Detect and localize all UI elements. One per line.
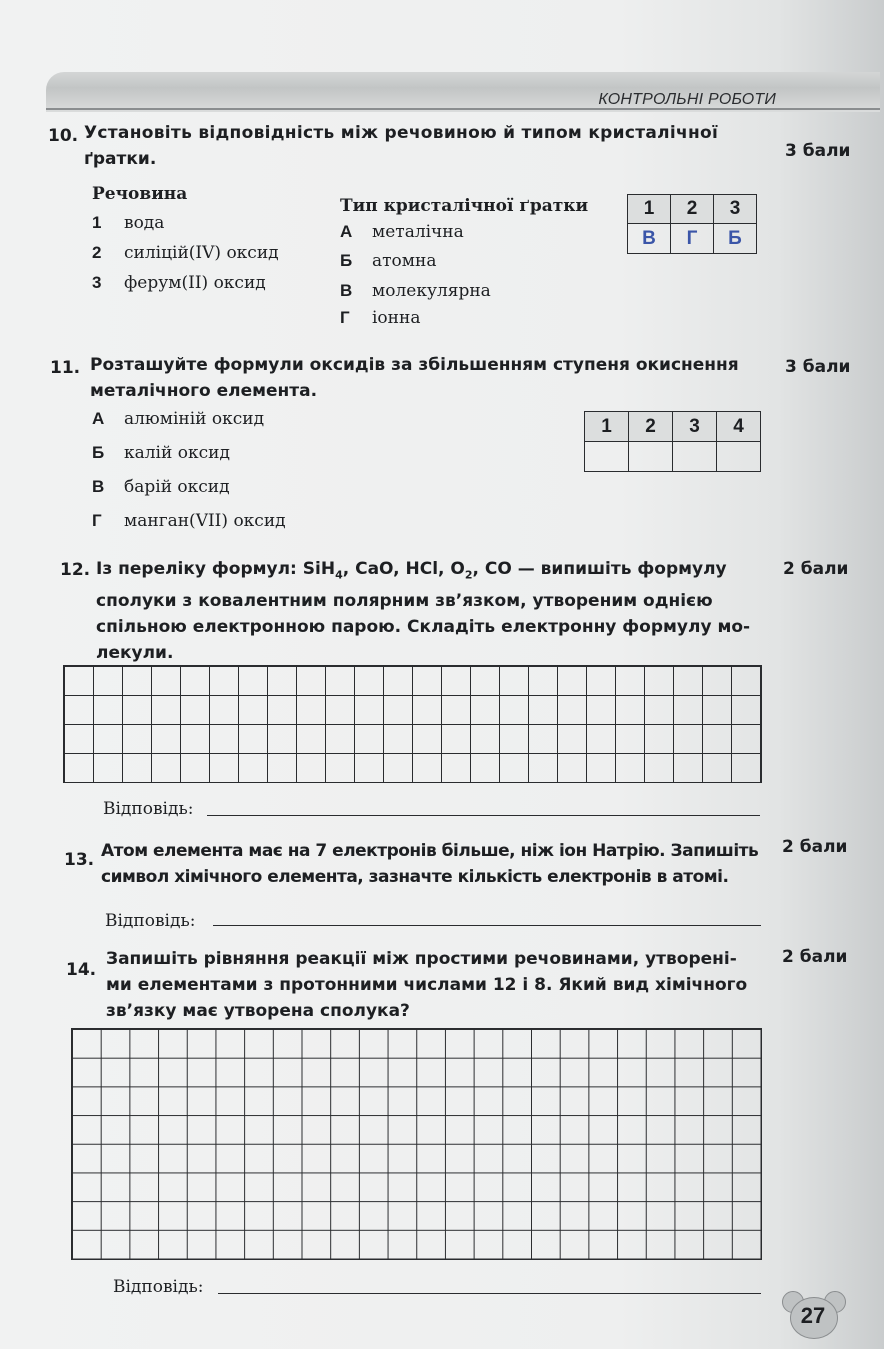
answer-header-cell: 2 [671, 195, 714, 224]
item-label: барій оксид [124, 477, 230, 497]
q12-text-mid: , CO — випишіть формулу [472, 559, 727, 579]
q10-text-line2: ґратки. [84, 149, 157, 169]
q11-number: 11. [50, 358, 81, 378]
q11-text-line2: металічного елемента. [90, 381, 318, 401]
substance-column-header: Речовина [92, 184, 188, 204]
item-label: ферум(II) оксид [124, 273, 266, 293]
item-label: калій оксид [124, 443, 230, 463]
q12-number: 12. [60, 560, 91, 580]
answer-cell[interactable] [717, 442, 761, 472]
q14-number: 14. [66, 960, 97, 980]
page-number-badge [790, 1297, 832, 1337]
item-key: Г [340, 308, 350, 327]
q13-answer-line[interactable] [213, 925, 761, 926]
q10-text [84, 120, 774, 172]
lattice-type-item [340, 251, 436, 271]
item-key: А [340, 222, 353, 241]
item-label: алюміній оксид [124, 409, 265, 429]
answer-cell[interactable] [585, 442, 629, 472]
substance-item [92, 213, 164, 233]
q11-answer-table [584, 411, 761, 472]
answer-header-cell: 2 [629, 412, 673, 442]
q11-text-line1: Розташуйте формули оксидів за збільшенням ступеня окиснення [90, 355, 739, 375]
answer-header-cell: 1 [585, 412, 629, 442]
item-key: Б [340, 251, 353, 270]
q13-text [101, 838, 781, 890]
item-label: силіцій(IV) оксид [124, 243, 279, 263]
q14-text [106, 946, 776, 1024]
item-key: В [92, 477, 105, 496]
answer-cell[interactable]: Г [671, 224, 714, 254]
q12-text-line3: спільною електронною парою. Складіть електронну формулу мо- [96, 617, 751, 638]
q12-text-prefix: Із переліку формул: SiH [96, 559, 336, 579]
item-label: металічна [372, 222, 464, 242]
q14-text-line2: ми елементами з протонними числами 12 і 8. Який вид хімічного [106, 975, 748, 995]
q10-number: 10. [48, 126, 79, 146]
substance-item [92, 273, 266, 293]
q13-answer-label: Відповідь: [105, 911, 196, 931]
lattice-type-item [340, 308, 420, 328]
item-key: Б [92, 443, 105, 462]
q14-answer-line[interactable] [218, 1293, 761, 1294]
lattice-type-item [340, 281, 491, 301]
q14-working-grid[interactable] [71, 1028, 762, 1260]
item-label: молекулярна [372, 281, 491, 301]
q12-text-line2: сполуки з ковалентним полярним зв’язком, утвореним однією [96, 591, 713, 612]
item-key: 3 [92, 273, 102, 292]
q14-answer-label: Відповідь: [113, 1277, 204, 1297]
q12-answer-line[interactable] [207, 815, 760, 816]
item-key: 1 [92, 213, 102, 232]
item-label: атомна [372, 251, 437, 271]
q12-points: 2 бали [783, 559, 849, 579]
page-number: 27 [800, 1303, 826, 1328]
q12-text-line4: лекули. [96, 643, 174, 664]
answer-header-cell: 4 [717, 412, 761, 442]
answer-header-cell: 3 [714, 195, 757, 224]
q12-text-line1 [96, 556, 776, 588]
oxide-option [92, 443, 230, 463]
item-key: А [92, 409, 105, 428]
item-key: Г [92, 511, 102, 530]
subscript: 4 [335, 568, 343, 582]
q14-points: 2 бали [782, 947, 848, 967]
q14-text-line3: зв’язку має утворена сполука? [106, 1001, 410, 1021]
answer-cell[interactable] [673, 442, 717, 472]
oxide-option [92, 477, 230, 497]
answer-header-cell: 1 [628, 195, 671, 224]
item-key: В [340, 281, 353, 300]
q13-text-line1: Атом елемента має на 7 електронів більше, ніж іон Натрію. Запишіть [101, 841, 759, 861]
answer-cell[interactable]: В [628, 224, 671, 254]
item-label: манган(VII) оксид [124, 511, 286, 531]
section-title: КОНТРОЛЬНІ РОБОТИ [598, 91, 776, 108]
answer-header-cell: 3 [673, 412, 717, 442]
q14-text-line1: Запишіть рівняння реакції між простими речовинами, утворені- [106, 949, 737, 969]
q12-text [96, 556, 776, 666]
item-label: іонна [372, 308, 421, 328]
q12-text-mid: , CaO, HCl, O [342, 559, 465, 579]
answer-cell[interactable]: Б [714, 224, 757, 254]
q13-number: 13. [64, 850, 95, 870]
lattice-type-item [340, 222, 464, 242]
q11-points: 3 бали [785, 357, 851, 377]
q11-text [90, 352, 780, 404]
subscript: 2 [464, 568, 473, 582]
q13-text-line2: символ хімічного елемента, зазначте кількість електронів в атомі. [101, 867, 729, 887]
q13-points: 2 бали [782, 837, 848, 857]
q10-text-line1: Установіть відповідність між речовиною й типом кристалічної [84, 123, 719, 143]
lattice-type-column-header: Тип кристалічної ґратки [340, 196, 589, 216]
q10-answer-table [627, 194, 757, 254]
item-label: вода [124, 213, 165, 233]
oxide-option [92, 409, 264, 429]
answer-cell[interactable] [629, 442, 673, 472]
q10-points: 3 бали [785, 141, 851, 161]
q12-answer-label: Відповідь: [103, 799, 194, 819]
substance-item [92, 243, 279, 263]
q12-working-grid[interactable] [63, 665, 762, 783]
oxide-option [92, 511, 286, 531]
item-key: 2 [92, 243, 102, 262]
